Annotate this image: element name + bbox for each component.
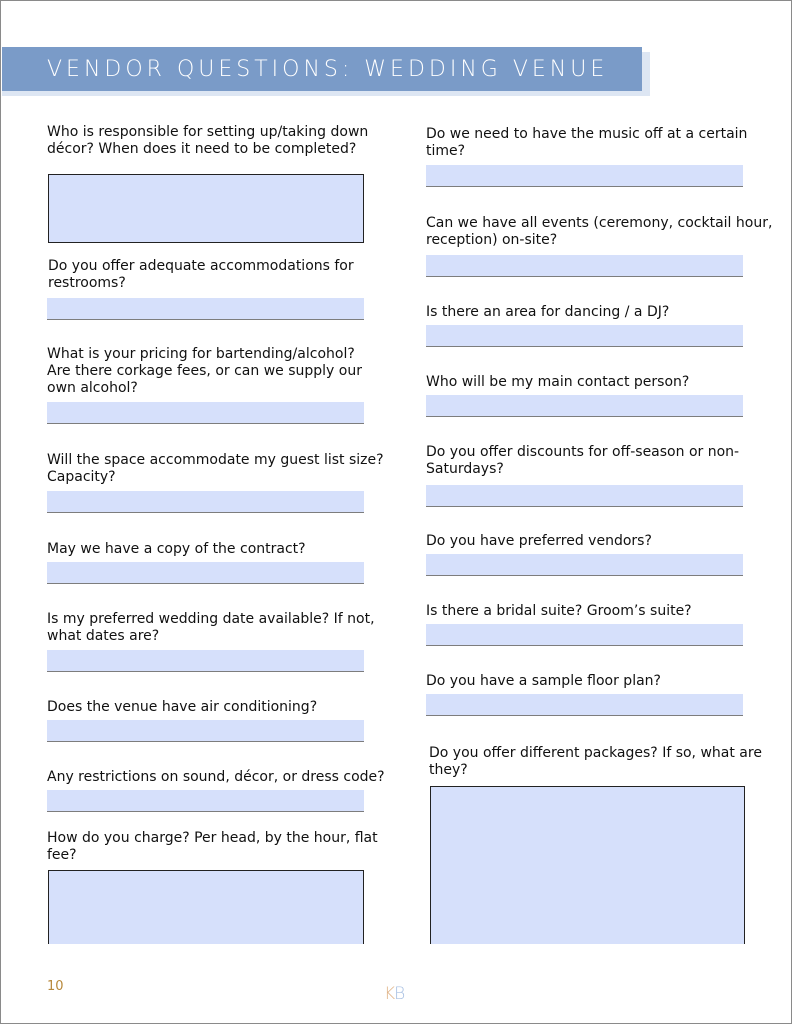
answer-capacity[interactable]	[47, 491, 364, 513]
answer-bridal-suite[interactable]	[426, 624, 743, 646]
answer-date[interactable]	[47, 650, 364, 672]
question-packages: Do you offer different packages? If so, what are they?	[429, 745, 762, 778]
answer-discounts[interactable]	[426, 485, 743, 507]
page-number: 10	[47, 979, 64, 994]
answer-packages[interactable]	[430, 786, 745, 944]
answer-setup-decor[interactable]	[48, 174, 364, 243]
question-contract: May we have a copy of the contract?	[47, 541, 306, 557]
question-charges: How do you charge? Per head, by the hour, flat fee?	[47, 830, 378, 863]
kb-logo	[384, 984, 404, 1004]
question-preferred-vendors: Do you have preferred vendors?	[426, 533, 652, 549]
answer-dancing[interactable]	[426, 325, 743, 347]
answer-music-off[interactable]	[426, 165, 743, 187]
question-bartending: What is your pricing for bartending/alcohol? Are there corkage fees, or can we supply our own alcohol?	[47, 346, 362, 396]
title-banner	[2, 47, 642, 91]
question-date: Is my preferred wedding date available? If not, what dates are?	[47, 611, 375, 644]
page-title: VENDOR QUESTIONS: WEDDING VENUE	[47, 56, 609, 82]
answer-contact-person[interactable]	[426, 395, 743, 417]
question-capacity: Will the space accommodate my guest list size? Capacity?	[47, 452, 384, 485]
question-contact-person: Who will be my main contact person?	[426, 374, 690, 390]
answer-charges[interactable]	[48, 870, 364, 944]
question-restrooms: Do you offer adequate accommodations for restrooms?	[48, 258, 354, 291]
question-music-off: Do we need to have the music off at a certain time?	[426, 126, 748, 159]
answer-air-conditioning[interactable]	[47, 720, 364, 742]
question-discounts: Do you offer discounts for off-season or non- Saturdays?	[426, 444, 740, 477]
question-air-conditioning: Does the venue have air conditioning?	[47, 699, 318, 715]
logo-b: B	[394, 984, 405, 1004]
question-dancing: Is there an area for dancing / a DJ?	[426, 304, 670, 320]
question-floor-plan: Do you have a sample floor plan?	[426, 673, 661, 689]
question-bridal-suite: Is there a bridal suite? Groom’s suite?	[426, 603, 692, 619]
answer-restrictions[interactable]	[47, 790, 364, 812]
answer-floor-plan[interactable]	[426, 694, 743, 716]
question-restrictions: Any restrictions on sound, décor, or dress code?	[47, 769, 385, 785]
answer-preferred-vendors[interactable]	[426, 554, 743, 576]
question-on-site: Can we have all events (ceremony, cocktail hour, reception) on-site?	[426, 215, 773, 248]
logo-k: K	[384, 984, 395, 1004]
question-setup-decor: Who is responsible for setting up/taking down décor? When does it need to be completed?	[47, 124, 369, 157]
answer-on-site[interactable]	[426, 255, 743, 277]
answer-restrooms[interactable]	[47, 298, 364, 320]
answer-contract[interactable]	[47, 562, 364, 584]
answer-bartending[interactable]	[47, 402, 364, 424]
